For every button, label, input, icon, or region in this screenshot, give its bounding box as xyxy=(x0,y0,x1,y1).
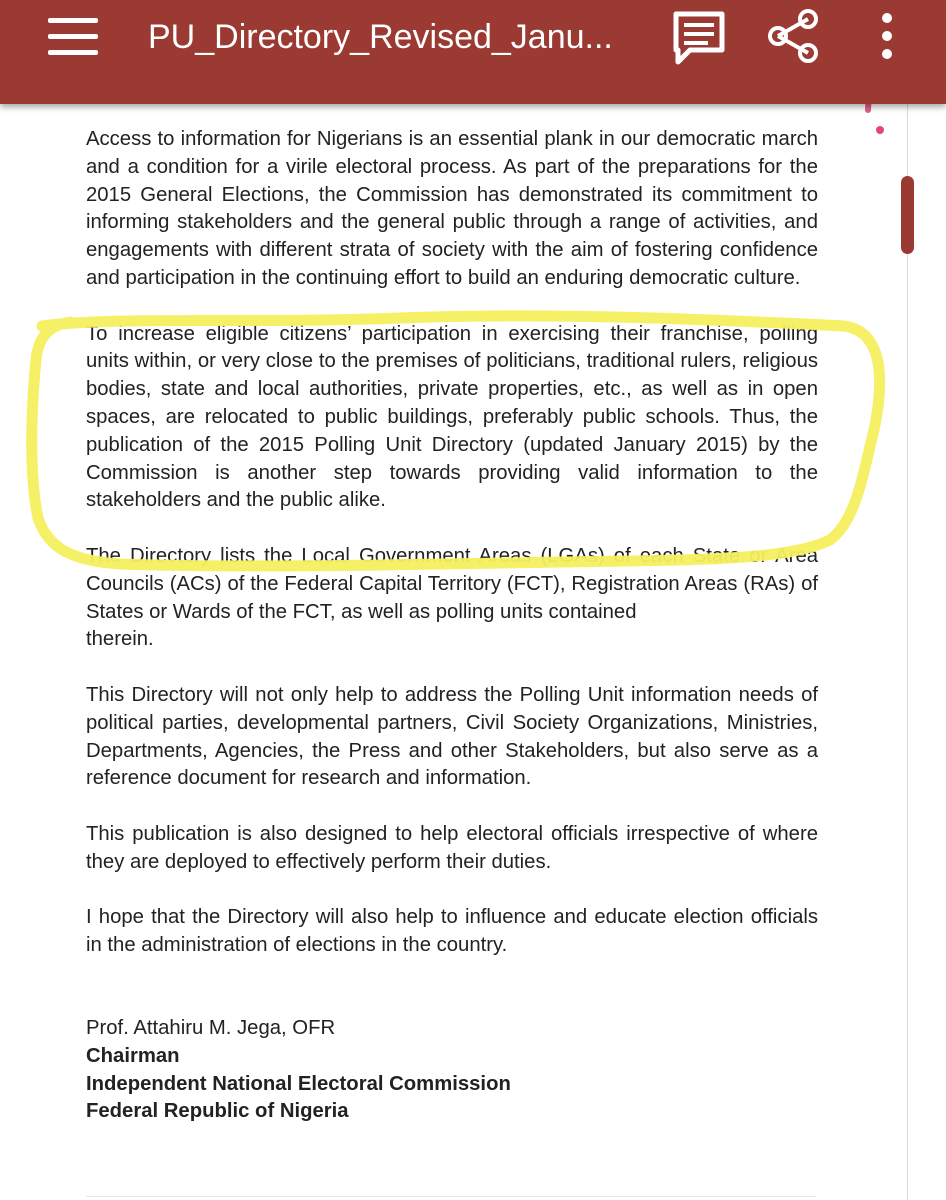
more-vertical-icon[interactable] xyxy=(872,10,902,64)
paragraph-directory-contents: The Directory lists the Local Government Areas (LGAs) of each State or Area Councils (ACs) of the Federal Capital Territory (FCT), Registration Areas (RAs) of States or Wards of the FCT, as well as polling units contained therein. xyxy=(86,544,818,651)
scrollbar-thumb[interactable] xyxy=(901,176,914,254)
comment-list-icon[interactable] xyxy=(668,8,730,68)
app-bar xyxy=(0,0,946,104)
document-title: PU_Directory_Revised_Janu... xyxy=(148,18,613,56)
paragraph-polling-unit-relocation: To increase eligible citizens’ participation in exercising their franchise, polling units within, or very close to the premises of politicians, traditional rulers, religious bodies, state and local authorities, private properties, etc., as well as in open spaces, are relocated to public buildings, preferably public schools. Thus, the publication of the 2015 Polling Unit Directory (updated January 2015) by the Commission is another step towards providing valid information to the stakeholders and the public alike. xyxy=(86,322,818,512)
paragraph-closing-hope: I hope that the Directory will also help to influence and educate election officials in the administration of elections in the country. xyxy=(86,906,818,957)
page-edge xyxy=(907,104,908,1200)
signatory-name: Prof. Attahiru M. Jega, OFR xyxy=(86,1016,336,1039)
pink-marker-dot xyxy=(876,126,884,134)
document-page xyxy=(86,126,818,1126)
paragraph-electoral-officials: This publication is also designed to help electoral officials irrespective of where they are deployed to effectively perform their duties. xyxy=(86,822,818,873)
signature-block xyxy=(86,1015,818,1126)
share-icon[interactable] xyxy=(764,6,824,66)
signatory-country: Federal Republic of Nigeria xyxy=(86,1100,349,1123)
paragraph-directory-purpose: This Directory will not only help to address the Polling Unit information needs of political parties, developmental partners, Civil Society Organizations, Ministries, Departments, Agencies, the Press and other Stakeholders, but also serve as a reference document for research and information. xyxy=(86,683,818,790)
signatory-role: Chairman xyxy=(86,1044,180,1067)
page-bottom-rule xyxy=(86,1196,816,1197)
signatory-organization: Independent National Electoral Commission xyxy=(86,1072,511,1095)
hamburger-menu-icon[interactable] xyxy=(44,14,102,60)
paragraph-access-to-information: Access to information for Nigerians is an essential plank in our democratic march and a condition for a virile electoral process. As part of the preparations for the 2015 General Elections, the Commission has demonstrated its commitment to informing stakeholders and the general public through a range of activities, and engagements with different strata of society with the aim of fostering confidence and participation in the continuing effort to build an enduring democratic culture. xyxy=(86,128,818,289)
